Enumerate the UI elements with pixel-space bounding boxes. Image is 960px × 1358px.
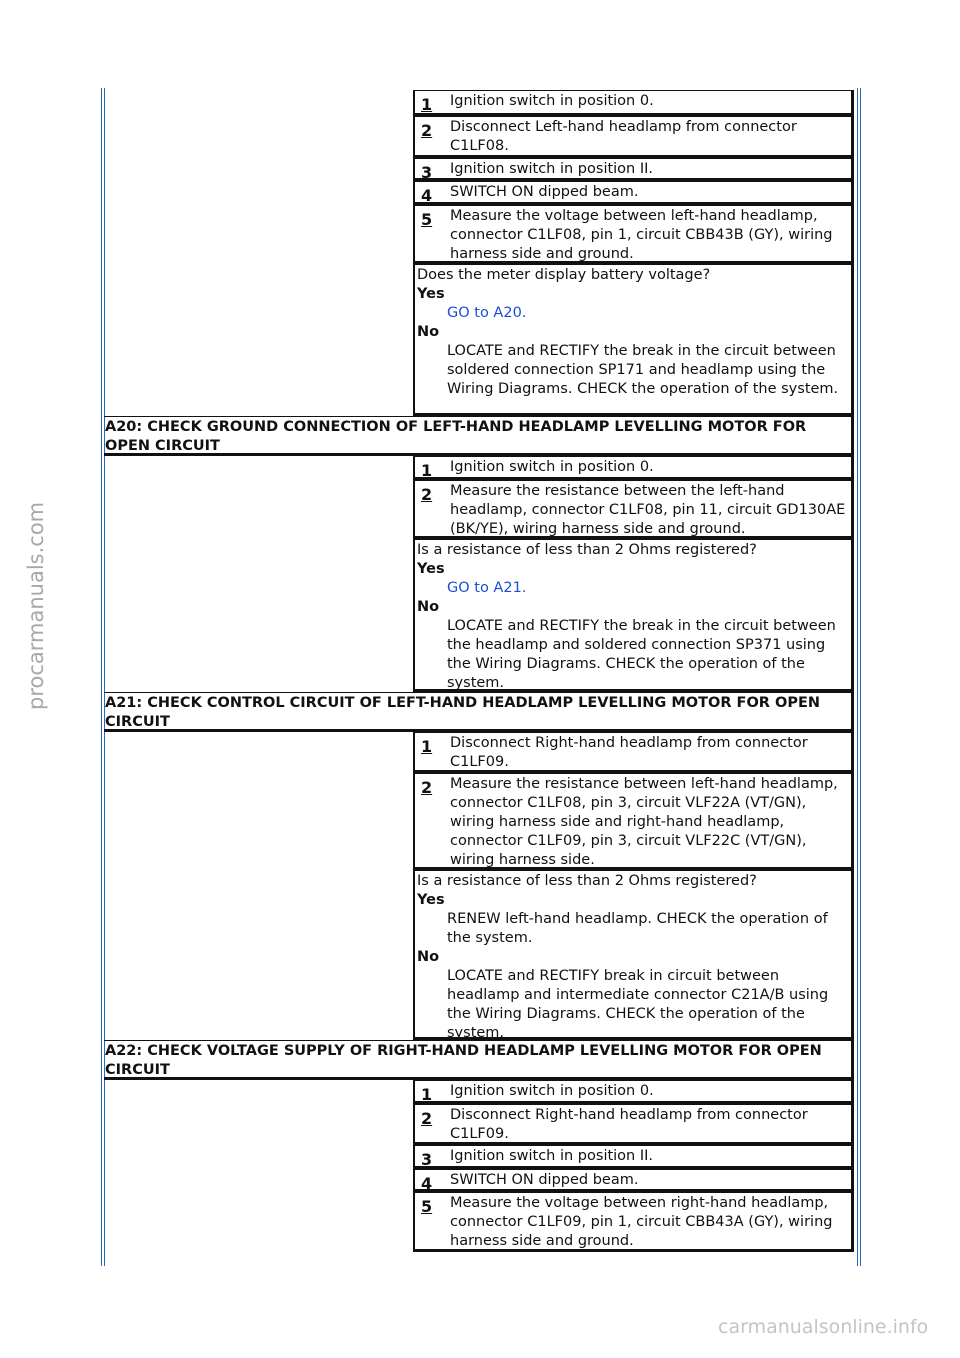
step-number: 3 xyxy=(421,1150,433,1169)
step-text: Ignition switch in position 0. xyxy=(450,459,654,475)
left-empty-cell xyxy=(104,456,414,692)
no-label: No xyxy=(417,949,440,965)
step-number: 2 xyxy=(421,485,433,504)
footer-watermark: carmanualsonline.info xyxy=(718,1316,929,1338)
step-number: 4 xyxy=(421,186,433,205)
section-heading: A21: CHECK CONTROL CIRCUIT OF LEFT-HAND HEADLAMP LEVELLING MOTOR FOR OPEN CIRCUIT xyxy=(104,692,854,732)
question-text: Is a resistance of less than 2 Ohms registered? xyxy=(417,542,757,558)
test-step xyxy=(414,116,854,158)
step-text: Measure the resistance between left-hand headlamp, connector C1LF08, pin 3, circuit VLF22A (VT/GN), wiring harness side and right-hand headlamp, connector C1LF09, pin 3, circuit VLF22C (VT/GN), wiring harness side. xyxy=(450,776,838,868)
right-margin-rule xyxy=(860,88,861,1266)
step-text: SWITCH ON dipped beam. xyxy=(450,184,639,200)
test-step xyxy=(414,456,854,480)
test-step xyxy=(414,181,854,205)
section-heading: A20: CHECK GROUND CONNECTION OF LEFT-HAND HEADLAMP LEVELLING MOTOR FOR OPEN CIRCUIT xyxy=(104,416,854,456)
step-number: 2 xyxy=(421,1109,433,1128)
step-text: Disconnect Left-hand headlamp from connector C1LF08. xyxy=(450,119,797,154)
left-empty-cell xyxy=(104,90,414,416)
test-step xyxy=(414,1145,854,1169)
test-step xyxy=(414,1192,854,1252)
step-number: 1 xyxy=(421,737,433,756)
go-to-link[interactable]: GO to A20. xyxy=(447,305,527,321)
no-action-text: LOCATE and RECTIFY the break in the circuit between the headlamp and soldered connection SP371 using the Wiring Diagrams. CHECK the operation of the system. xyxy=(447,618,836,691)
step-text: Ignition switch in position II. xyxy=(450,1148,654,1164)
step-number: 1 xyxy=(421,1085,433,1104)
step-number: 2 xyxy=(421,121,433,140)
step-text: Ignition switch in position II. xyxy=(450,161,654,177)
step-text: Measure the resistance between the left-hand headlamp, connector C1LF08, pin 11, circuit GD130AE (BK/YE), wiring harness side and ground. xyxy=(450,483,846,537)
step-number: 5 xyxy=(421,1197,433,1216)
left-empty-cell xyxy=(104,1080,414,1252)
test-step xyxy=(414,732,854,773)
step-text: Ignition switch in position 0. xyxy=(450,1083,654,1099)
no-label: No xyxy=(417,599,440,615)
test-step xyxy=(414,205,854,264)
step-text: SWITCH ON dipped beam. xyxy=(450,1172,639,1188)
side-watermark: procarmanuals.com xyxy=(24,501,48,710)
step-number: 2 xyxy=(421,778,433,797)
section-heading: A22: CHECK VOLTAGE SUPPLY OF RIGHT-HAND HEADLAMP LEVELLING MOTOR FOR OPEN CIRCUIT xyxy=(104,1040,854,1080)
yes-label: Yes xyxy=(417,561,445,577)
no-action-text: LOCATE and RECTIFY break in circuit between headlamp and intermediate connector C21A/B using the Wiring Diagrams. CHECK the operation of the system. xyxy=(447,968,829,1041)
step-number: 1 xyxy=(421,461,433,480)
yes-label: Yes xyxy=(417,892,445,908)
result-question xyxy=(414,539,854,692)
step-text: Disconnect Right-hand headlamp from connector C1LF09. xyxy=(450,1107,808,1142)
no-action-text: LOCATE and RECTIFY the break in the circuit between soldered connection SP171 and headlamp using the Wiring Diagrams. CHECK the operation of the system. xyxy=(447,343,839,397)
left-empty-cell xyxy=(104,732,414,1040)
step-number: 1 xyxy=(421,95,433,114)
test-step xyxy=(414,158,854,181)
yes-action-text: RENEW left-hand headlamp. CHECK the operation of the system. xyxy=(447,911,828,946)
question-text: Is a resistance of less than 2 Ohms registered? xyxy=(417,873,757,889)
step-text: Measure the voltage between right-hand headlamp, connector C1LF09, pin 1, circuit CBB43A (GY), wiring harness side and ground. xyxy=(450,1195,833,1249)
left-margin-rule xyxy=(101,88,102,1266)
result-question xyxy=(414,264,854,416)
test-step xyxy=(414,1080,854,1104)
go-to-link[interactable]: GO to A21. xyxy=(447,580,527,596)
step-text: Measure the voltage between left-hand headlamp, connector C1LF08, pin 1, circuit CBB43B (GY), wiring harness side and ground. xyxy=(450,208,833,262)
step-text: Disconnect Right-hand headlamp from connector C1LF09. xyxy=(450,735,808,770)
step-text: Ignition switch in position 0. xyxy=(450,93,654,109)
question-text: Does the meter display battery voltage? xyxy=(417,267,711,283)
step-number: 5 xyxy=(421,210,433,229)
test-step xyxy=(414,90,854,116)
right-margin-rule xyxy=(857,88,858,1266)
test-step xyxy=(414,773,854,870)
test-step xyxy=(414,1169,854,1192)
result-question xyxy=(414,870,854,1040)
test-step xyxy=(414,480,854,539)
step-number: 3 xyxy=(421,163,433,182)
test-step xyxy=(414,1104,854,1145)
yes-label: Yes xyxy=(417,286,445,302)
step-number: 4 xyxy=(421,1174,433,1193)
no-label: No xyxy=(417,324,440,340)
